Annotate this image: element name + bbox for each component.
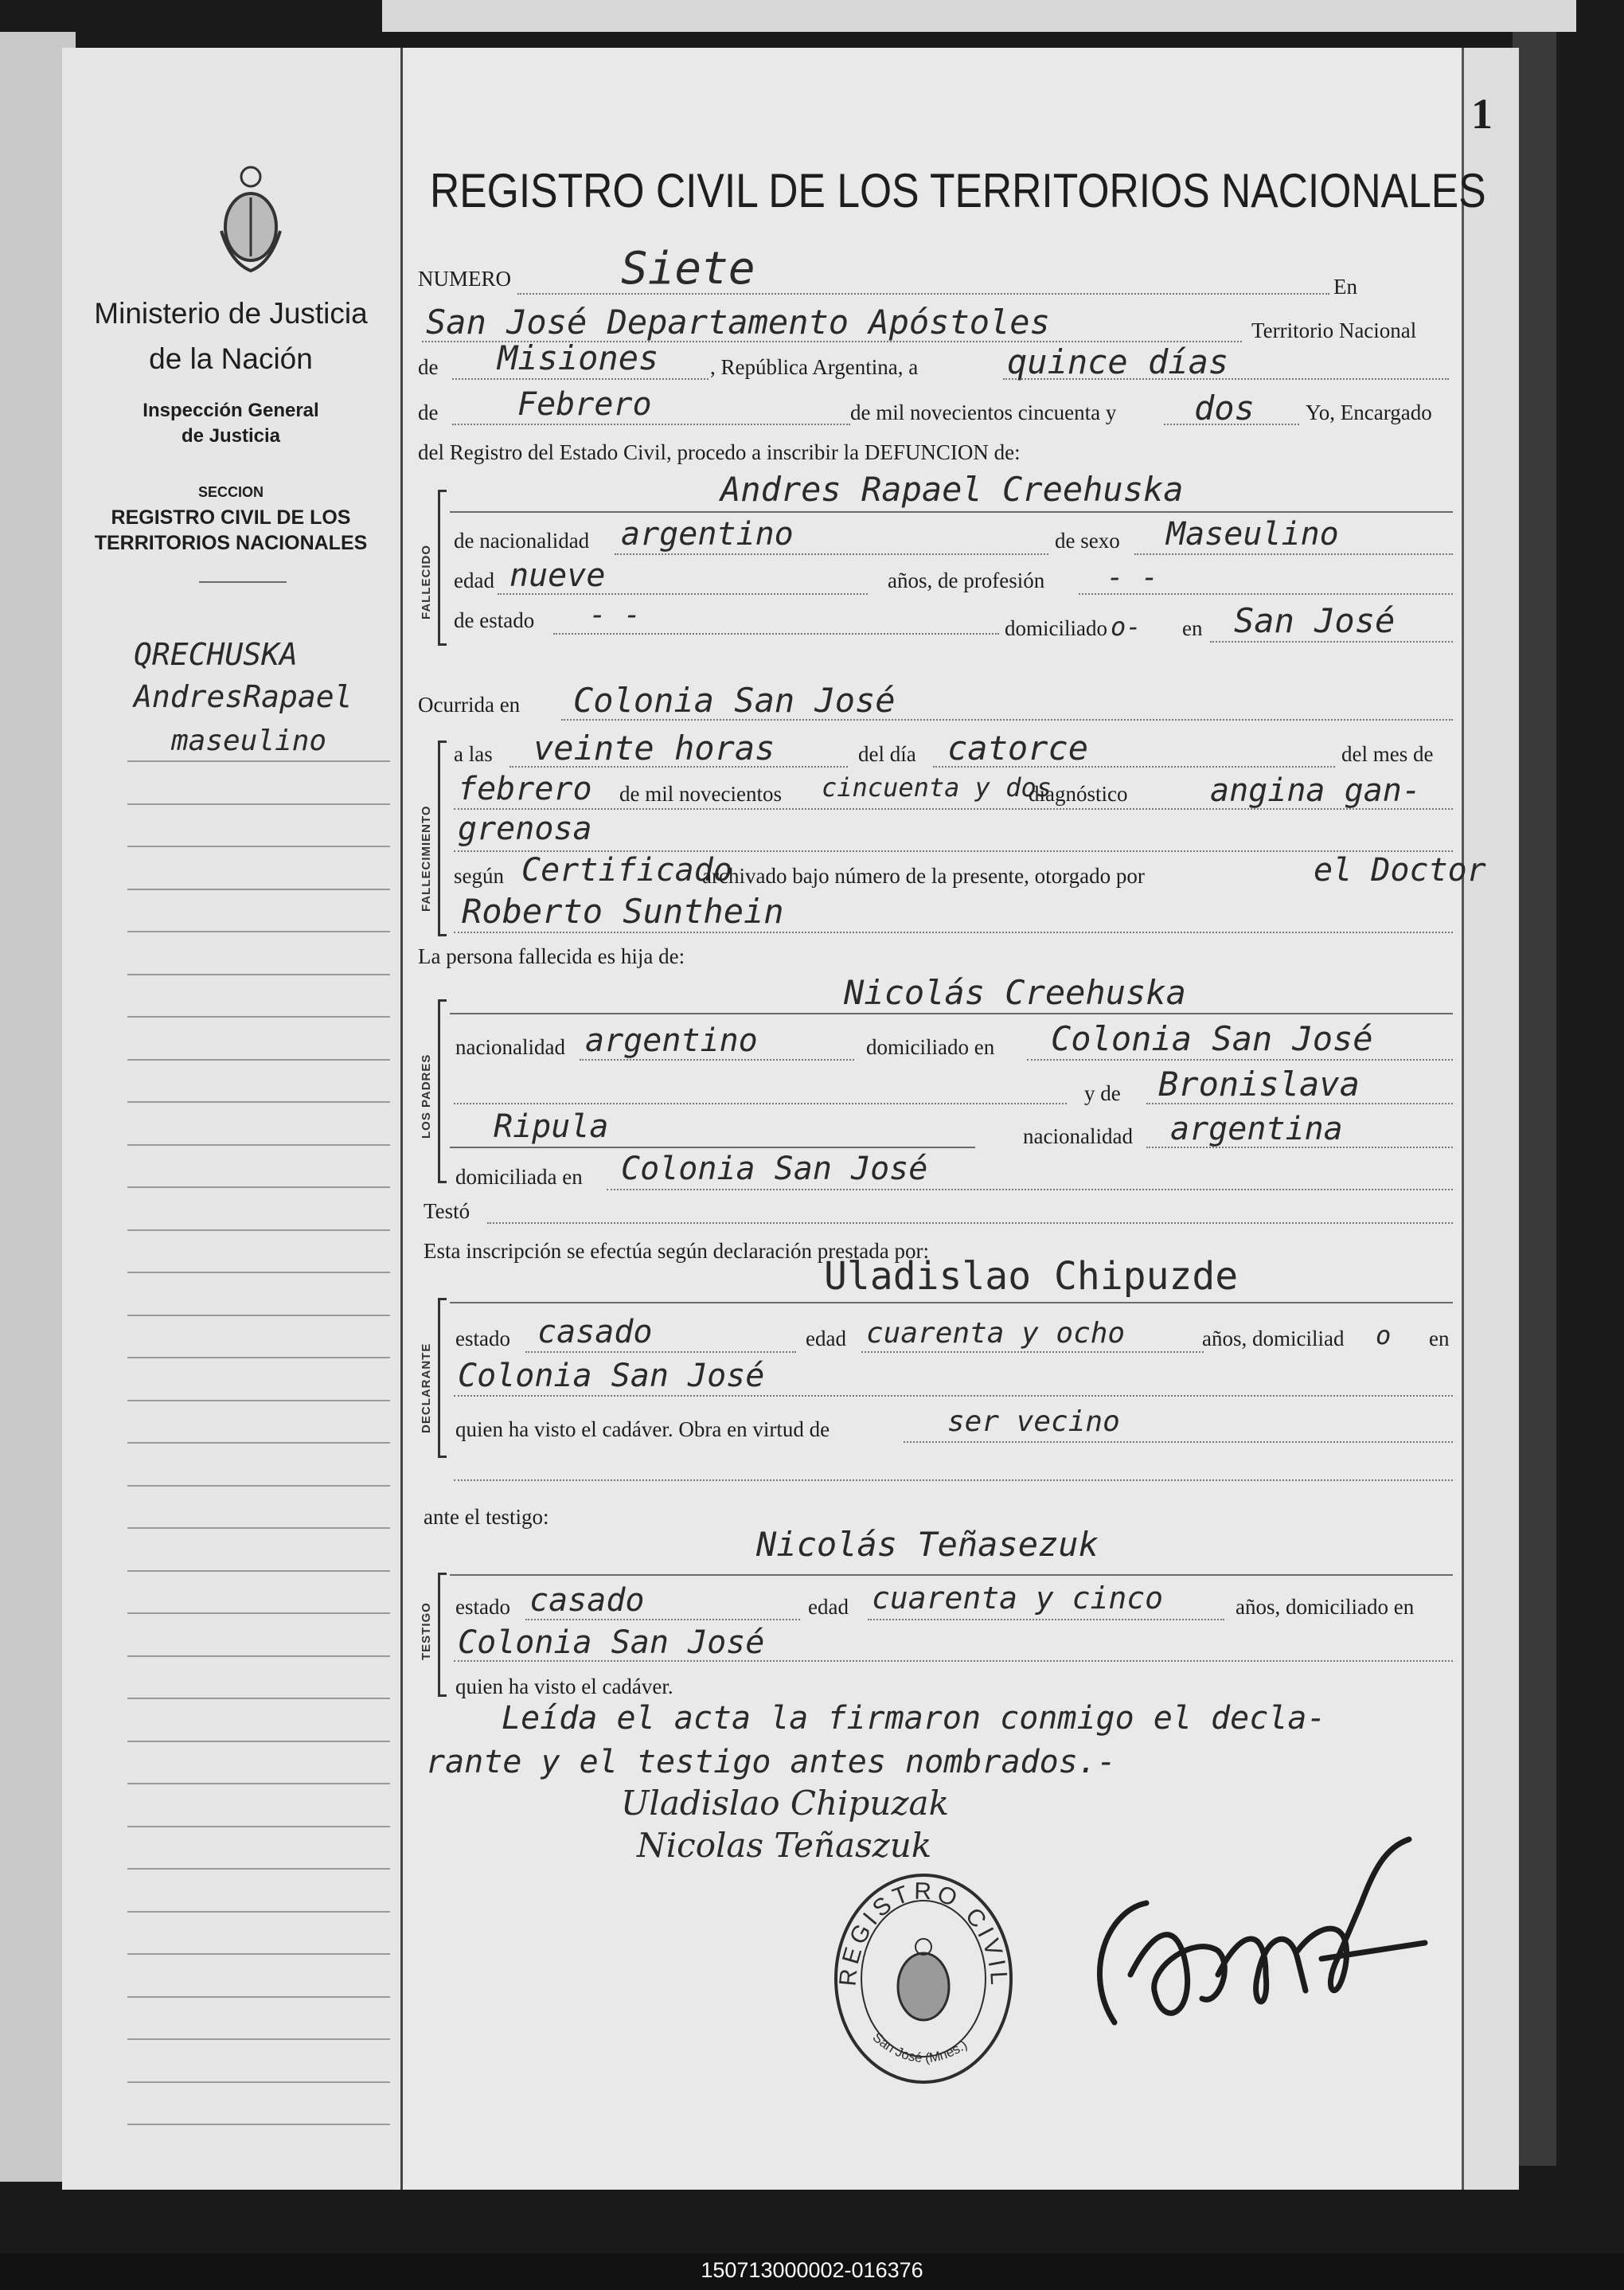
visto2-label: quien ha visto el cadáver. xyxy=(455,1675,673,1698)
hora-value: veinte horas xyxy=(533,729,775,768)
mes-value: Febrero xyxy=(517,386,652,423)
svg-text:REGISTRO CIVIL: REGISTRO CIVIL xyxy=(834,1878,1013,1990)
padre-domicilio: Colonia San José xyxy=(1051,1019,1373,1058)
margin-ruled-line xyxy=(127,1101,390,1103)
margin-note-surname: QRECHUSKA xyxy=(134,637,298,672)
margin-ruled-line xyxy=(127,2038,390,2040)
margin-ruled-line xyxy=(127,1442,390,1444)
declarante-side-label: DECLARANTE xyxy=(420,1342,433,1433)
margin-ruled-line xyxy=(127,1315,390,1316)
hija-label: La persona fallecida es hija de: xyxy=(418,944,685,968)
padre-nacionalidad: argentino xyxy=(585,1022,758,1059)
testigo-label: ante el testigo: xyxy=(424,1505,549,1529)
margin-ruled-line xyxy=(127,1783,390,1784)
declarante-nombre: Uladislao Chipuzde xyxy=(824,1254,1239,1299)
margin-ruled-line xyxy=(127,1229,390,1231)
edad2-label: edad xyxy=(806,1327,846,1350)
padre-extra-line xyxy=(454,1103,1067,1104)
nacionalidad-value: argentino xyxy=(621,516,794,553)
padres-side-label: LOS PADRES xyxy=(420,1053,433,1139)
dias-value: quince días xyxy=(1007,342,1229,381)
fallecimiento-bracket xyxy=(438,741,447,936)
margin-ruled-line xyxy=(127,1655,390,1657)
republica-label: , República Argentina, a xyxy=(710,355,919,379)
testigo-edad-line xyxy=(868,1619,1224,1620)
anio2-label: de mil novecientos xyxy=(619,782,782,806)
fallecido-side-label: FALLECIDO xyxy=(420,545,433,619)
madre-nombre: Bronislava xyxy=(1158,1065,1360,1104)
ministry-heading: Ministerio de Justicia de la Nación xyxy=(94,297,368,375)
margin-ruled-line xyxy=(127,1953,390,1955)
diagnostico-label: diagnóstico xyxy=(1029,782,1128,806)
madre-nacionalidad: argentina xyxy=(1170,1111,1343,1147)
declarante-estado: casado xyxy=(537,1314,653,1350)
de-label-1: de xyxy=(418,355,439,379)
estado-value: - - xyxy=(589,599,642,631)
margin-ruled-line xyxy=(127,1911,390,1913)
en-label-3: en xyxy=(1429,1327,1450,1350)
visto-label: quien ha visto el cadáver. Obra en virtud de xyxy=(455,1417,830,1441)
margin-ruled-line xyxy=(127,1272,390,1273)
testigo-nombre-line xyxy=(450,1574,1453,1576)
nacionalidad3-label: nacionalidad xyxy=(1023,1124,1133,1148)
diagnostico-value-2: grenosa xyxy=(458,811,592,847)
domicilio-line xyxy=(1210,641,1453,643)
margin-ruled-line xyxy=(127,931,390,932)
doctor-value: Roberto Sunthein xyxy=(462,892,784,931)
virtud-line xyxy=(904,1441,1453,1443)
padre-nacionalidad-line xyxy=(580,1059,854,1061)
margin-ruled-line xyxy=(127,1357,390,1358)
margin-ruled-line xyxy=(127,1186,390,1188)
anio-label: de mil novecientos cincuenta y xyxy=(850,401,1117,424)
edad-label: edad xyxy=(454,569,494,592)
margin-ruled-line xyxy=(127,889,390,890)
fallecido-nombre: Andres Rapael Creehuska xyxy=(720,470,1184,509)
virtud-extra-line xyxy=(454,1479,1453,1481)
declarante-edad: cuarenta y ocho xyxy=(866,1317,1126,1350)
margin-ruled-line xyxy=(127,1144,390,1146)
margin-ruled-line xyxy=(127,846,390,847)
fallecido-nombre-line xyxy=(450,511,1453,513)
sexo-line xyxy=(1134,553,1453,555)
testigo-nombre: Nicolás Teñasezuk xyxy=(756,1525,1099,1564)
testigo-estado: casado xyxy=(529,1582,645,1619)
section-heading: SECCION REGISTRO CIVIL DE LOS TERRITORIOS NACIONALES xyxy=(94,484,368,554)
testigo-edad: cuarenta y cinco xyxy=(872,1581,1164,1616)
top-page-edge xyxy=(382,0,1576,32)
registrar-signature xyxy=(1059,1831,1441,2070)
declaracion-label: Esta inscripción se efectúa según declaración prestada por: xyxy=(424,1239,929,1263)
margin-ruled-line xyxy=(127,760,390,762)
declarante-signature: Uladislao Chipuzak xyxy=(621,1784,950,1823)
testigo-side-label: TESTIGO xyxy=(420,1602,433,1660)
testigo-domicilio-line xyxy=(454,1660,1453,1662)
margin-ruled-line xyxy=(127,1868,390,1870)
territorio-label: Territorio Nacional xyxy=(1251,318,1417,342)
testigo-bracket xyxy=(438,1573,447,1697)
padres-bracket xyxy=(438,999,447,1183)
doctor-line xyxy=(454,932,1453,933)
declarante-estado-line xyxy=(525,1351,796,1353)
margin-ruled-line xyxy=(127,1612,390,1614)
margin-ruled-line xyxy=(127,1570,390,1572)
numero-label: NUMERO xyxy=(418,267,512,291)
mes-line xyxy=(452,424,850,425)
declarante-domicilio-line xyxy=(454,1395,1453,1397)
estado-line xyxy=(553,633,999,635)
nacionalidad-line xyxy=(615,553,1048,555)
segun-value: Certificado xyxy=(521,852,732,889)
fecha-line xyxy=(454,808,1453,810)
anio2-value: cincuenta y dos xyxy=(822,772,1052,803)
nacionalidad-label: de nacionalidad xyxy=(454,529,590,553)
closing-line-1: Leída el acta la firmaron conmigo el decla- xyxy=(502,1700,1326,1737)
provincia-line xyxy=(452,378,709,380)
y-de-label: y de xyxy=(1084,1081,1121,1105)
dia-value: catorce xyxy=(947,729,1089,768)
margin-ruled-line xyxy=(127,1400,390,1401)
domiciliado2-label: domiciliado en xyxy=(866,1035,995,1059)
edad-value: nueve xyxy=(509,557,606,594)
margin-note-sex: maseulino xyxy=(171,725,327,757)
profesion-label: años, de profesión xyxy=(888,569,1045,592)
margin-ruled-line xyxy=(127,1741,390,1742)
en-label-2: en xyxy=(1182,616,1203,640)
svg-text:San José (Mnes.): San José (Mnes.) xyxy=(869,2029,970,2066)
sexo-value: Maseulino xyxy=(1166,516,1339,553)
fallecido-bracket xyxy=(438,490,447,646)
del-mes-label: del mes de xyxy=(1341,742,1434,766)
domiciliado-mark: o- xyxy=(1111,612,1142,642)
margin-ruled-line xyxy=(127,1527,390,1529)
inspection-heading: Inspección General de Justicia xyxy=(142,400,319,447)
declarante-bracket xyxy=(438,1298,447,1458)
estado-label: de estado xyxy=(454,608,535,632)
domicilio-value: San José xyxy=(1234,601,1396,640)
margin-ruled-line xyxy=(127,803,390,805)
closing-line-2: rante y el testigo antes nombrados.- xyxy=(426,1744,1116,1780)
madre-apellido-line xyxy=(450,1147,975,1148)
segun-label: según xyxy=(454,864,504,888)
sexo-label: de sexo xyxy=(1055,529,1120,553)
otorgado-value: el Doctor xyxy=(1314,852,1486,889)
anios-domiciliado2-label: años, domiciliado en xyxy=(1236,1595,1415,1619)
estado3-label: estado xyxy=(455,1595,510,1619)
de-label-2: de xyxy=(418,401,439,424)
lugar-value: San José Departamento Apóstoles xyxy=(426,303,1050,342)
domiciliado-label: domiciliado xyxy=(1005,616,1107,640)
margin-divider xyxy=(199,581,287,583)
margin-note-name: AndresRapael xyxy=(134,679,353,714)
virtud-value: ser vecino xyxy=(947,1405,1120,1438)
anios-domiciliado-label: años, domiciliad xyxy=(1202,1327,1345,1350)
intro-line: del Registro del Estado Civil, procedo a inscribir la DEFUNCION de: xyxy=(418,440,1021,464)
registro-civil-stamp xyxy=(828,1867,1019,2090)
declarante-mark: o xyxy=(1376,1320,1392,1350)
del-dia-label: del día xyxy=(858,742,916,766)
margin-ruled-line xyxy=(127,1485,390,1487)
margin-ruled-line xyxy=(127,974,390,975)
testo-label: Testó xyxy=(424,1199,470,1223)
madre-apellido: Ripula xyxy=(494,1108,609,1145)
a-las-label: a las xyxy=(454,742,493,766)
estado2-label: estado xyxy=(455,1327,510,1350)
padre-nombre-line xyxy=(450,1013,1453,1014)
declarante-nombre-line xyxy=(450,1302,1453,1303)
nacionalidad2-label: nacionalidad xyxy=(455,1035,565,1059)
mes2-value: febrero xyxy=(458,771,592,807)
book-back-cover xyxy=(1513,32,1556,2166)
footer-id: 150713000002-016376 xyxy=(701,2258,923,2282)
ocurrida-value: Colonia San José xyxy=(573,681,896,720)
margin-ruled-line xyxy=(127,1826,390,1827)
testigo-estado-line xyxy=(525,1619,800,1620)
margin-ruled-line xyxy=(127,1698,390,1699)
declarante-edad-line xyxy=(861,1351,1204,1353)
provincia-value: Misiones xyxy=(498,338,659,377)
padre-nombre: Nicolás Creehuska xyxy=(844,973,1186,1012)
margin-ruled-line xyxy=(127,2124,390,2125)
numero-value: Siete xyxy=(621,243,755,295)
margin-ruled-line xyxy=(127,2081,390,2083)
madre-domicilio-line xyxy=(607,1189,1453,1190)
yo-label: Yo, Encargado xyxy=(1306,401,1432,424)
margin-ruled-line xyxy=(127,1016,390,1018)
profesion-value: - - xyxy=(1107,561,1159,594)
declarante-domicilio: Colonia San José xyxy=(458,1358,765,1394)
testo-line xyxy=(487,1222,1453,1224)
margin-ruled-line xyxy=(127,1059,390,1061)
en-label: En xyxy=(1333,275,1357,299)
ocurrida-label: Ocurrida en xyxy=(418,693,521,717)
testigo-domicilio: Colonia San José xyxy=(458,1624,765,1661)
domiciliada-label: domiciliada en xyxy=(455,1165,583,1189)
page-number: 1 xyxy=(1471,90,1493,138)
edad3-label: edad xyxy=(808,1595,849,1619)
diagnostico-value: angina gan- xyxy=(1210,772,1421,809)
archivado-label: archivado bajo número de la presente, otorgado por xyxy=(702,864,1145,888)
testigo-signature: Nicolas Teñaszuk xyxy=(637,1826,932,1865)
form-title: REGISTRO CIVIL DE LOS TERRITORIOS NACIONALES xyxy=(430,164,1486,217)
fallecimiento-side-label: FALLECIMIENTO xyxy=(420,805,433,912)
coat-of-arms-icon xyxy=(215,159,287,275)
padre-domicilio-line xyxy=(1027,1059,1453,1061)
anio-value: dos xyxy=(1194,389,1255,428)
margin-ruled-line xyxy=(127,1996,390,1998)
madre-domicilio: Colonia San José xyxy=(621,1151,928,1187)
